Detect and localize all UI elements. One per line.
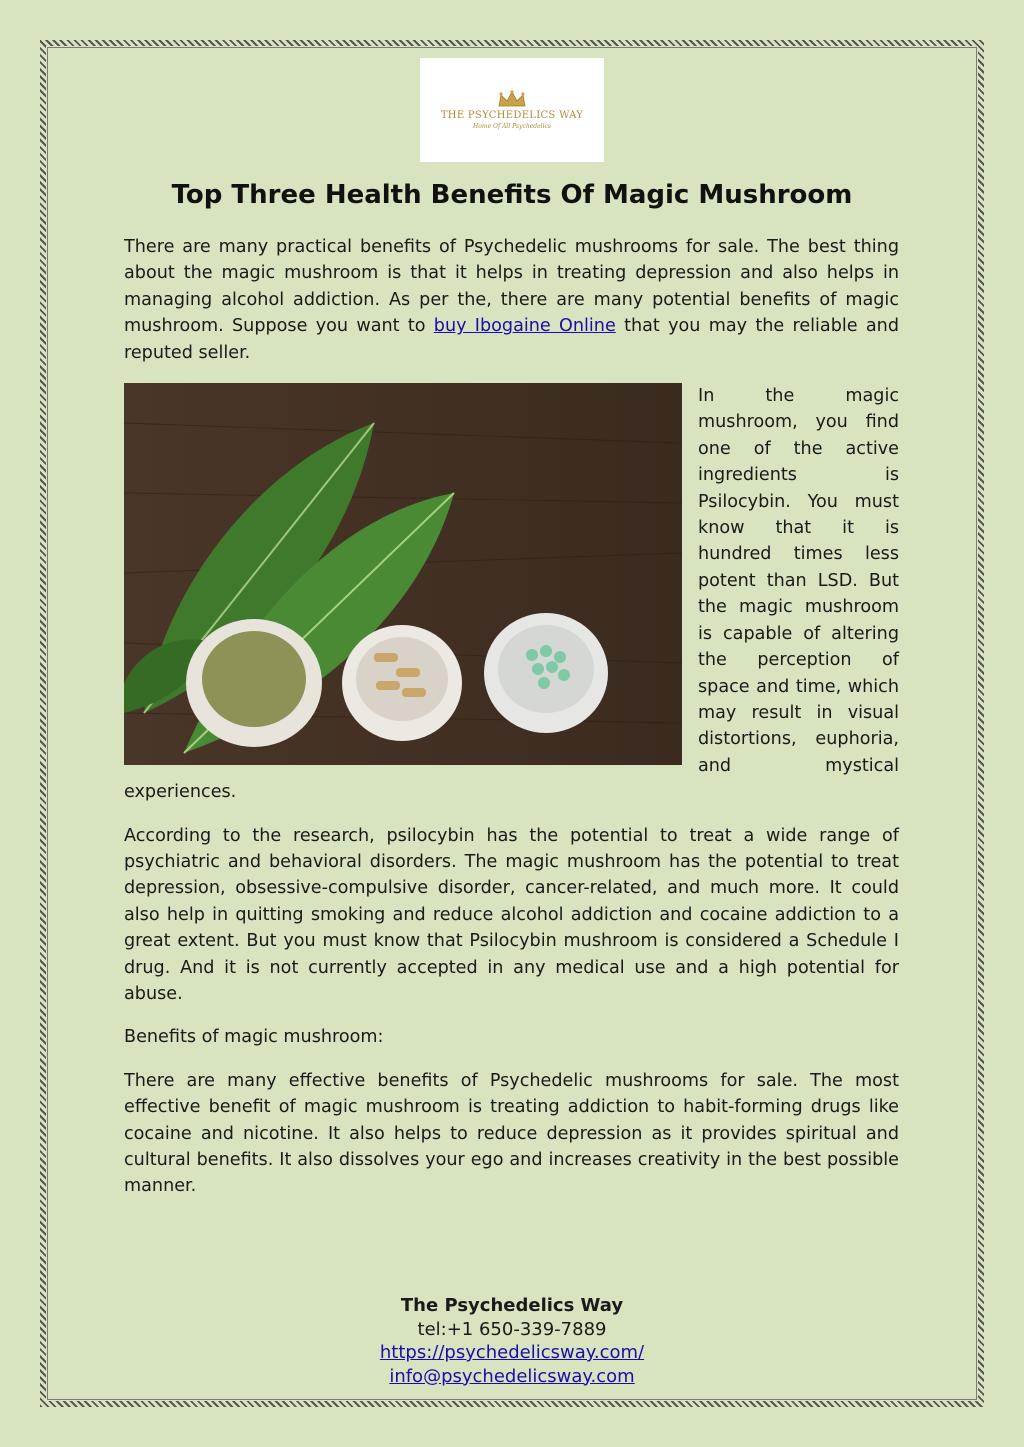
research-paragraph: According to the research, psilocybin has the potential to treat a wide range of psychiatric and behavioral disorders. The magic mushroom has the potential to treat depression, obsessive-compulsive disorder, cancer-related, and much more. It could also help in quitting smoking and reduce alcohol addiction and cocaine addiction to a great extent. But you must know that Psilocybin mushroom is considered a Schedule I drug. And it is not currently accepted in any medical use and a high potential for abuse.: [124, 825, 899, 1004]
crown-icon: [497, 90, 527, 108]
footer-email-link[interactable]: info@psychedelicsway.com: [389, 1365, 635, 1387]
benefits-paragraph: There are many effective benefits of Psychedelic mushrooms for sale. The most effective benefit of magic mushroom is treating addiction to habit-forming drugs like cocaine and nicotine. It also helps to reduce depression as it provides spiritual and cultural benefits. It also dissolves your ego and increases creativity in the best possible manner.: [124, 1070, 899, 1197]
logo-name: THE PSYCHEDELICS WAY: [440, 110, 584, 121]
article-body: [124, 234, 899, 1217]
footer-phone: tel:+1 650-339-7889: [417, 1318, 607, 1340]
photo-paragraph: [124, 383, 899, 823]
benefits-heading: Benefits of magic mushroom:: [124, 1027, 384, 1048]
logo-tagline: Home Of All Psychedelics: [473, 123, 551, 130]
kratom-photo: [124, 383, 682, 765]
intro-paragraph: [124, 234, 899, 366]
footer-company: The Psychedelics Way: [400, 1295, 624, 1316]
intro-text-end: that you may the reliable and reputed seller.: [124, 316, 899, 363]
page-title: Top Three Health Benefits Of Magic Mushroom: [171, 180, 853, 210]
psilocybin-paragraph: In the magic mushroom, you find one of the active ingredients is Psilocybin. You must know that it is hundred times less potent than LSD. But the magic mushroom is capable of altering the perception of space and time, which may result in visual distortions, euphoria, and mystical experiences.: [124, 386, 899, 803]
buy-ibogaine-link[interactable]: buy Ibogaine Online: [433, 316, 616, 337]
footer-website-link[interactable]: https://psychedelicsway.com/: [379, 1342, 645, 1363]
intro-text: There are many practical benefits of Psychedelic mushrooms for sale. The best thing about the magic mushroom is that it helps in treating depression and also helps in managing alcohol addiction. As per the, there are many potential benefits of magic mushroom. Suppose you want to: [124, 237, 899, 337]
contact-footer: [0, 1294, 1024, 1388]
company-logo: [420, 58, 604, 162]
